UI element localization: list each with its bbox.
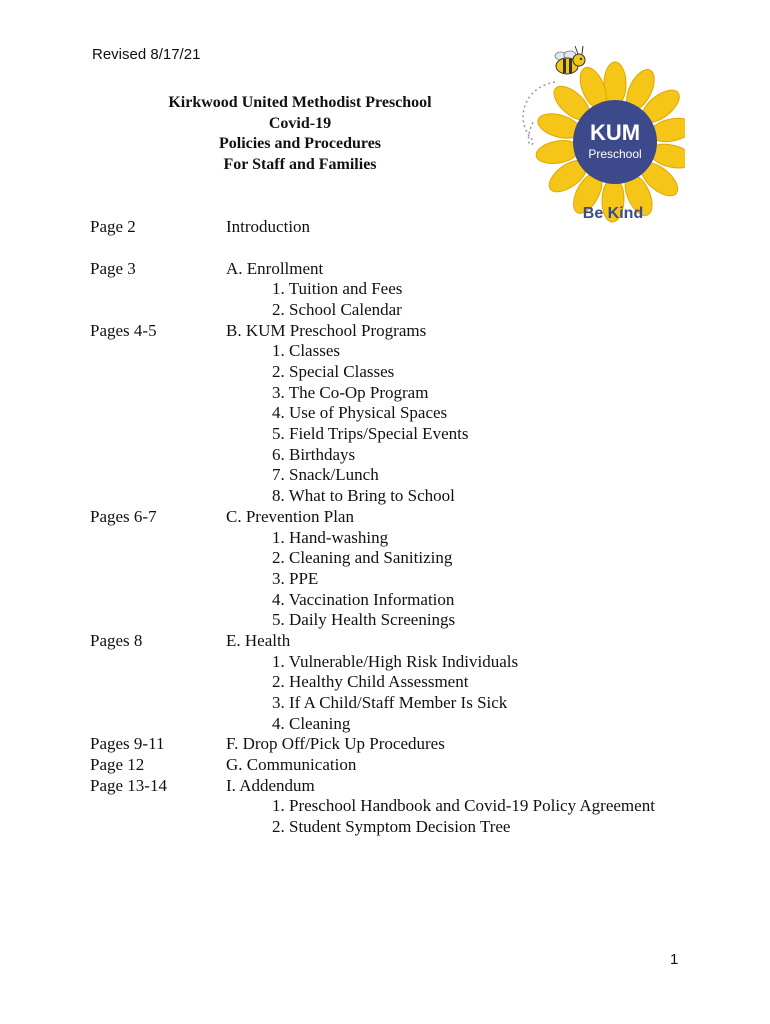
toc-section: Introduction bbox=[226, 217, 311, 236]
toc-item: 1. Tuition and Fees bbox=[272, 279, 403, 298]
toc-item: 1. Classes bbox=[272, 341, 340, 360]
document-title bbox=[120, 93, 480, 176]
toc-section: E. Health bbox=[226, 631, 291, 650]
title-line-1: Kirkwood United Methodist Preschool bbox=[168, 94, 432, 111]
toc-item: 2. Student Symptom Decision Tree bbox=[272, 817, 511, 836]
toc-page: Pages 6-7 bbox=[90, 507, 157, 526]
toc-item: 2. School Calendar bbox=[272, 300, 402, 319]
toc-item: 2. Healthy Child Assessment bbox=[272, 672, 469, 691]
toc-page: Pages 8 bbox=[90, 631, 143, 650]
toc-item: 2. Cleaning and Sanitizing bbox=[272, 548, 453, 567]
toc-item: 4. Vaccination Information bbox=[272, 590, 455, 609]
sunflower-icon bbox=[534, 62, 685, 222]
toc-section: F. Drop Off/Pick Up Procedures bbox=[226, 734, 445, 753]
toc-item: 1. Hand-washing bbox=[272, 528, 389, 547]
toc-page: Pages 4-5 bbox=[90, 321, 157, 340]
toc-section: B. KUM Preschool Programs bbox=[226, 321, 427, 340]
toc-item: 1. Preschool Handbook and Covid-19 Policy Agreement bbox=[272, 796, 655, 815]
toc-item: 5. Daily Health Screenings bbox=[272, 610, 456, 629]
logo-name: KUM bbox=[589, 120, 641, 145]
title-line-4: For Staff and Families bbox=[223, 156, 377, 174]
toc-item: 6. Birthdays bbox=[272, 445, 356, 464]
page-number: 1 bbox=[670, 951, 679, 968]
revised-date: Revised 8/17/21 bbox=[92, 46, 201, 63]
toc-page: Pages 9-11 bbox=[90, 734, 165, 753]
toc-section: I. Addendum bbox=[226, 776, 315, 795]
toc-section: A. Enrollment bbox=[226, 259, 324, 278]
toc-item: 3. The Co-Op Program bbox=[272, 383, 429, 402]
toc-item: 2. Special Classes bbox=[272, 362, 395, 381]
bee-icon bbox=[555, 46, 585, 74]
toc-section: G. Communication bbox=[226, 755, 357, 774]
toc-page: Page 13-14 bbox=[90, 776, 167, 795]
toc-page: Page 2 bbox=[90, 217, 136, 236]
toc-section: C. Prevention Plan bbox=[226, 507, 354, 526]
title-line-2: Covid-19 bbox=[268, 114, 332, 132]
logo-tagline: Be Kind bbox=[582, 205, 644, 222]
toc-item: 4. Use of Physical Spaces bbox=[272, 403, 448, 422]
title-line-3: Policies and Procedures bbox=[218, 135, 382, 153]
toc-item: 7. Snack/Lunch bbox=[272, 465, 379, 484]
toc-item: 3. PPE bbox=[272, 569, 319, 588]
toc-item: 8. What to Bring to School bbox=[272, 486, 455, 505]
toc-page: Page 3 bbox=[90, 259, 136, 278]
toc-item: 3. If A Child/Staff Member Is Sick bbox=[272, 693, 508, 712]
logo-sub: Preschool bbox=[588, 147, 642, 161]
toc-page: Page 12 bbox=[90, 755, 145, 774]
toc-item: 4. Cleaning bbox=[272, 714, 351, 733]
toc-item: 5. Field Trips/Special Events bbox=[272, 424, 469, 443]
kum-preschool-logo bbox=[515, 42, 685, 227]
toc-item: 1. Vulnerable/High Risk Individuals bbox=[272, 652, 519, 671]
